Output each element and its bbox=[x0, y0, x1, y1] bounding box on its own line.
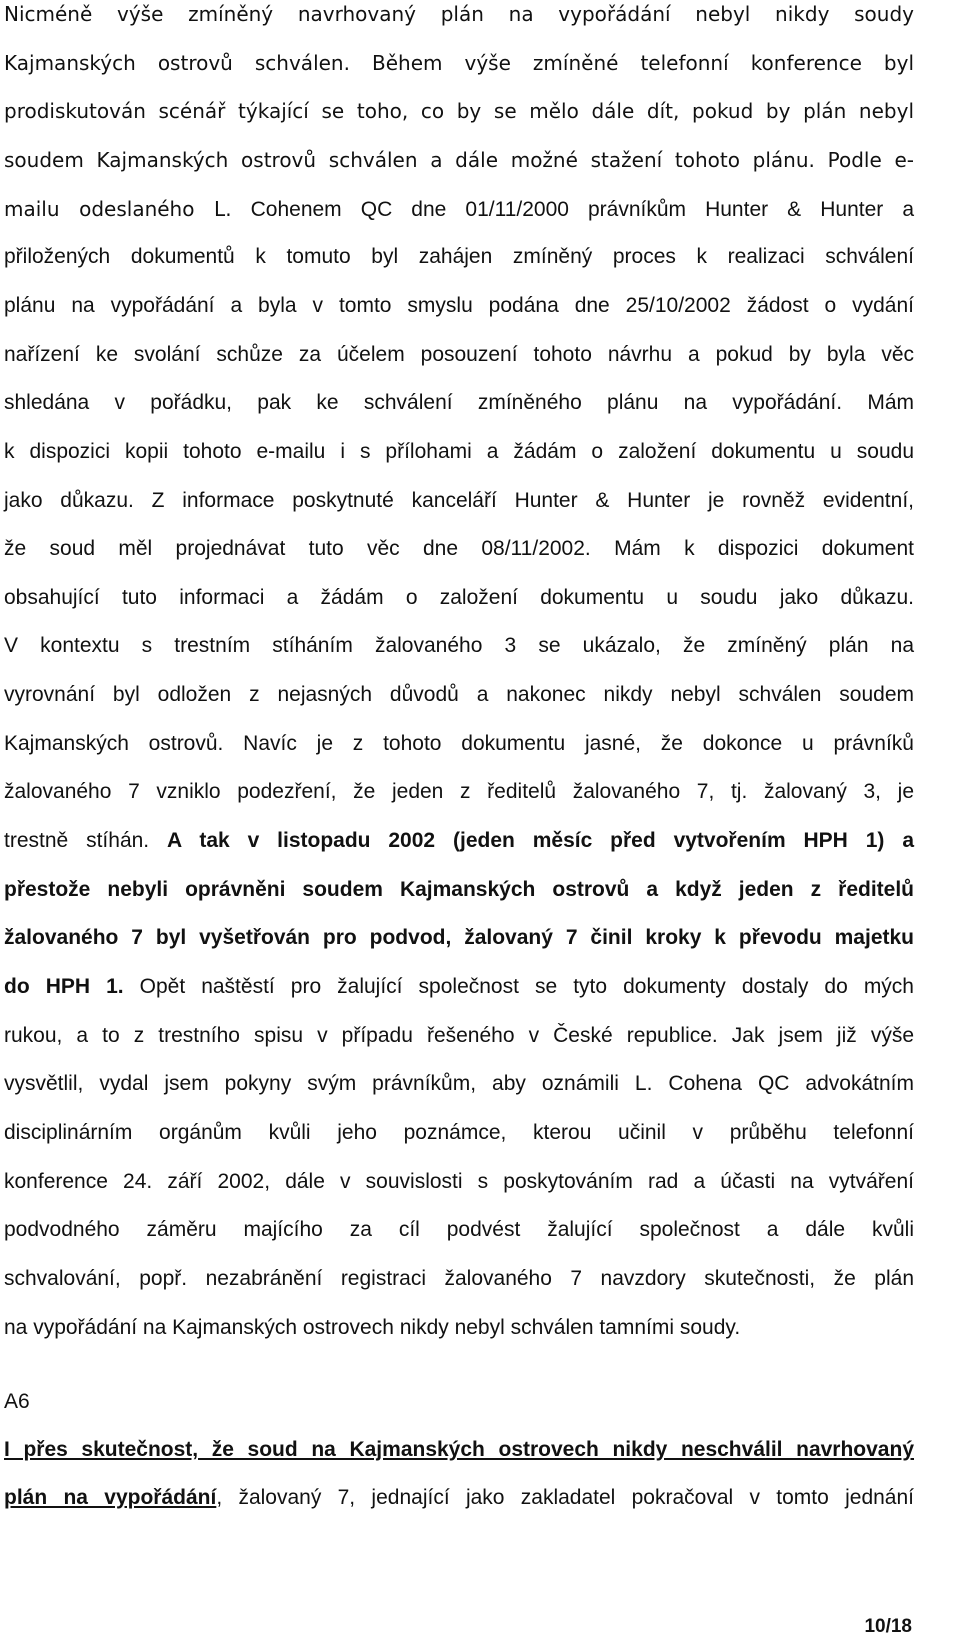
body-line bbox=[4, 2, 914, 26]
line-segment: A tak v listopadu 2002 (jeden měsíc před vytvořením HPH 1) a bbox=[167, 829, 914, 852]
line-segment: přestože nebyli oprávněni soudem Kajmanských ostrovů a když jeden z ředitelů bbox=[4, 877, 914, 901]
line-segment: vysvětlil, vydal jsem pokyny svým právníkům, aby oznámili L. Cohena QC advokátním bbox=[4, 1072, 914, 1096]
line-segment: že soud měl projednávat tuto věc dne 08/11/2002. Mám k dispozici dokument bbox=[4, 537, 914, 561]
line-segment: Kajmanských ostrovů schválen. Během výše zmíněné telefonní konference byl bbox=[4, 50, 914, 75]
line-segment: obsahující tuto informaci a žádám o založení dokumentu u soudu jako důkazu. bbox=[4, 585, 914, 609]
line-segment: na vypořádání na Kajmanských ostrovech nikdy nebyl schválen tamními soudy. bbox=[4, 1315, 741, 1339]
line-segment: prodiskutován scénář týkající se toho, co by se mělo dále dít, pokud by plán nebyl bbox=[4, 99, 914, 124]
body-line bbox=[4, 148, 914, 172]
line-segment: shledána v pořádku, pak ke schválení zmíněného plánu na vypořádání. Mám bbox=[4, 391, 914, 415]
body-line bbox=[4, 975, 914, 999]
body-line bbox=[4, 732, 914, 756]
section-heading-line-1: I přes skutečnost, že soud na Kajmanských ostrovech nikdy neschválil navrhovaný bbox=[4, 1438, 914, 1461]
body-line bbox=[4, 294, 914, 318]
line-segment: Cohenem QC dne 01/11/2000 právníkům Hunter & Hunter a bbox=[231, 197, 915, 221]
line-segment: nařízení ke svolání schůze za účelem posouzení tohoto návrhu a pokud by byla věc bbox=[4, 342, 914, 366]
section-heading-line-2 bbox=[4, 1486, 914, 1510]
page-number: 10/18 bbox=[864, 1616, 912, 1637]
line-segment: žalovaného 7 vzniklo podezření, že jeden z ředitelů žalovaného 7, tj. žalovaný 3, je bbox=[4, 780, 914, 804]
body-line bbox=[4, 926, 914, 950]
body-line bbox=[4, 1170, 914, 1194]
line-segment: podvodného záměru majícího za cíl podvést žalující společnost a dále kvůli bbox=[4, 1218, 914, 1242]
heading-underlined-phrase: plán na vypořádání bbox=[4, 1486, 217, 1509]
line-segment: žalovaného 7 byl vyšetřován pro podvod, žalovaný 7 činil kroky k převodu majetku bbox=[4, 926, 914, 950]
body-line bbox=[4, 634, 914, 658]
body-line bbox=[4, 1121, 914, 1145]
body-line bbox=[4, 683, 914, 707]
heading-line-2-rest: , žalovaný 7, jednající jako zakladatel pokračoval v tomto jednání bbox=[216, 1486, 914, 1509]
body-line bbox=[4, 586, 914, 610]
line-segment: k dispozici kopii tohoto e-mailu i s přílohami a žádám o založení dokumentu u soudu bbox=[4, 439, 914, 463]
line-segment: trestně stíhán. bbox=[4, 829, 168, 852]
line-segment: Opět naštěstí pro žalující společnost se tyto dokumenty dostaly do mých bbox=[123, 975, 914, 998]
line-segment: V kontextu s trestním stíháním žalovaného 3 se ukázalo, že zmíněný plán na bbox=[4, 634, 914, 658]
body-line bbox=[4, 245, 914, 269]
line-segment: jako důkazu. Z informace poskytnuté kanceláří Hunter & Hunter je rovněž evidentní, bbox=[4, 488, 914, 512]
body-line bbox=[4, 537, 914, 561]
line-segment: disciplinárním orgánům kvůli jeho poznámce, kterou učinil v průběhu telefonní bbox=[4, 1121, 914, 1144]
section-label: A6 bbox=[4, 1390, 30, 1413]
line-segment: Nicméně výše zmíněný navrhovaný plán na vypořádání nebyl nikdy soudy bbox=[4, 2, 914, 26]
body-line bbox=[4, 440, 914, 464]
body-line bbox=[4, 829, 914, 853]
line-segment: schvalování, popř. nezabránění registraci žalovaného 7 navzdory skutečnosti, že plán bbox=[4, 1266, 914, 1290]
body-line bbox=[4, 51, 914, 75]
body-line bbox=[4, 1267, 914, 1291]
line-segment: vyrovnání byl odložen z nejasných důvodů a nakonec nikdy nebyl schválen soudem bbox=[4, 683, 914, 707]
body-line bbox=[4, 1024, 914, 1048]
line-segment: konference 24. září 2002, dále v souvislosti s poskytováním rad a účasti na vytváření bbox=[4, 1169, 914, 1193]
line-segment: plánu na vypořádání a byla v tomto smyslu podána dne 25/10/2002 žádost o vydání bbox=[4, 293, 914, 317]
body-line bbox=[4, 343, 914, 367]
line-segment: Kajmanských ostrovů. Navíc je z tohoto dokumentu jasné, že dokonce u právníků bbox=[4, 731, 914, 755]
body-line bbox=[4, 1316, 914, 1340]
line-segment: do HPH 1. bbox=[4, 975, 124, 998]
line-segment: přiložených dokumentů k tomuto byl zahájen zmíněný proces k realizaci schválení bbox=[4, 245, 914, 269]
line-segment: rukou, a to z trestního spisu v případu řešeného v České republice. Jak jsem již výše bbox=[4, 1023, 914, 1047]
line-segment: mailu odeslaného L. bbox=[4, 196, 232, 221]
body-line bbox=[4, 1218, 914, 1242]
body-line bbox=[4, 1072, 914, 1096]
body-line bbox=[4, 878, 914, 902]
body-line bbox=[4, 391, 914, 415]
line-segment: soudem Kajmanských ostrovů schválen a dále možné stažení tohoto plánu. Podle e- bbox=[4, 147, 914, 172]
body-line bbox=[4, 489, 914, 513]
body-line bbox=[4, 780, 914, 804]
body-line bbox=[4, 197, 914, 222]
body-line bbox=[4, 99, 914, 123]
